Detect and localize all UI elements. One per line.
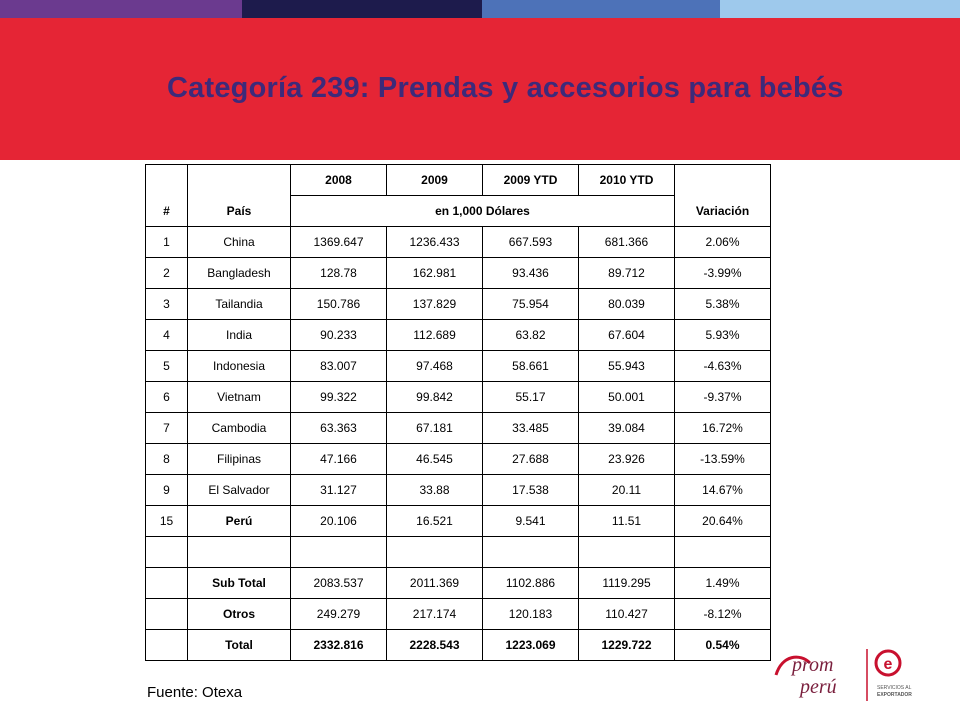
row-y2008: 128.78: [291, 258, 387, 289]
empty-cell: [291, 537, 387, 568]
table-row: [146, 382, 771, 413]
row-country: Tailandia: [188, 289, 291, 320]
header-country: País: [188, 165, 291, 227]
header-variation: Variación: [675, 165, 771, 227]
row-ytd2009: 75.954: [483, 289, 579, 320]
logo-name-top: prom: [792, 654, 834, 676]
row-country: India: [188, 320, 291, 351]
row-var: 0.54%: [675, 630, 771, 661]
row-y2009: 217.174: [387, 599, 483, 630]
logo-mark: e: [883, 656, 893, 673]
table-row: [146, 475, 771, 506]
empty-cell: [483, 537, 579, 568]
top-bar-segment: [242, 0, 482, 18]
table-body: [146, 227, 771, 661]
row-rank: 4: [146, 320, 188, 351]
row-country: China: [188, 227, 291, 258]
table-row: [146, 289, 771, 320]
row-var: 16.72%: [675, 413, 771, 444]
row-y2008: 2332.816: [291, 630, 387, 661]
row-rank: 6: [146, 382, 188, 413]
empty-cell: [675, 537, 771, 568]
source-note: Fuente: Otexa: [147, 684, 243, 701]
row-y2009: 162.981: [387, 258, 483, 289]
top-bar-segment: [482, 0, 720, 18]
header-2010-ytd: 2010 YTD: [579, 165, 675, 196]
row-ytd2010: 23.926: [579, 444, 675, 475]
empty-cell: [579, 537, 675, 568]
row-y2009: 67.181: [387, 413, 483, 444]
row-ytd2010: 20.11: [579, 475, 675, 506]
row-ytd2009: 120.183: [483, 599, 579, 630]
row-y2008: 20.106: [291, 506, 387, 537]
row-ytd2009: 58.661: [483, 351, 579, 382]
row-var: 14.67%: [675, 475, 771, 506]
row-y2008: 150.786: [291, 289, 387, 320]
row-ytd2010: 110.427: [579, 599, 675, 630]
row-ytd2010: 681.366: [579, 227, 675, 258]
row-ytd2010: 11.51: [579, 506, 675, 537]
row-ytd2009: 17.538: [483, 475, 579, 506]
row-ytd2010: 80.039: [579, 289, 675, 320]
row-var: 2.06%: [675, 227, 771, 258]
row-ytd2010: 67.604: [579, 320, 675, 351]
row-var: 5.93%: [675, 320, 771, 351]
top-bar-segment: [720, 0, 960, 18]
row-country: Cambodia: [188, 413, 291, 444]
table-row: [146, 258, 771, 289]
row-y2008: 83.007: [291, 351, 387, 382]
table-row: [146, 351, 771, 382]
row-y2008: 99.322: [291, 382, 387, 413]
empty-cell: [146, 568, 188, 599]
row-rank: 3: [146, 289, 188, 320]
empty-cell: [146, 599, 188, 630]
row-rank: 2: [146, 258, 188, 289]
empty-cell: [146, 630, 188, 661]
table-row-others: [146, 599, 771, 630]
row-country: Indonesia: [188, 351, 291, 382]
logo-name-bottom: perú: [800, 676, 837, 698]
row-y2008: 1369.647: [291, 227, 387, 258]
row-ytd2009: 93.436: [483, 258, 579, 289]
row-ytd2009: 9.541: [483, 506, 579, 537]
empty-cell: [188, 537, 291, 568]
row-ytd2009: 33.485: [483, 413, 579, 444]
row-ytd2009: 667.593: [483, 227, 579, 258]
row-ytd2010: 89.712: [579, 258, 675, 289]
row-country: Bangladesh: [188, 258, 291, 289]
row-country: Filipinas: [188, 444, 291, 475]
row-y2009: 46.545: [387, 444, 483, 475]
table-row: [146, 506, 771, 537]
row-ytd2010: 50.001: [579, 382, 675, 413]
table-row: [146, 227, 771, 258]
row-label: Sub Total: [188, 568, 291, 599]
row-label: Otros: [188, 599, 291, 630]
header-2009-ytd: 2009 YTD: [483, 165, 579, 196]
row-ytd2010: 55.943: [579, 351, 675, 382]
row-var: -4.63%: [675, 351, 771, 382]
logo-tagline-2: EXPORTADOR: [877, 692, 912, 698]
row-y2009: 16.521: [387, 506, 483, 537]
row-ytd2009: 1223.069: [483, 630, 579, 661]
empty-cell: [387, 537, 483, 568]
table-row-empty: [146, 537, 771, 568]
row-y2008: 249.279: [291, 599, 387, 630]
table-row: [146, 444, 771, 475]
row-ytd2010: 39.084: [579, 413, 675, 444]
top-color-bar: [0, 0, 960, 18]
row-ytd2009: 1102.886: [483, 568, 579, 599]
row-y2009: 1236.433: [387, 227, 483, 258]
header-2009: 2009: [387, 165, 483, 196]
row-y2009: 2011.369: [387, 568, 483, 599]
promperu-logo-graphic: [770, 645, 940, 705]
row-var: 1.49%: [675, 568, 771, 599]
promperu-logo: [770, 645, 940, 705]
table-row: [146, 320, 771, 351]
row-var: -8.12%: [675, 599, 771, 630]
row-y2009: 97.468: [387, 351, 483, 382]
row-rank: 8: [146, 444, 188, 475]
row-y2009: 137.829: [387, 289, 483, 320]
row-rank: 15: [146, 506, 188, 537]
slide-title: Categoría 239: Prendas y accesorios para bebés: [167, 72, 844, 104]
row-var: -9.37%: [675, 382, 771, 413]
row-y2009: 33.88: [387, 475, 483, 506]
row-var: -3.99%: [675, 258, 771, 289]
row-rank: 5: [146, 351, 188, 382]
row-country: El Salvador: [188, 475, 291, 506]
row-ytd2009: 55.17: [483, 382, 579, 413]
row-rank: 1: [146, 227, 188, 258]
row-y2008: 90.233: [291, 320, 387, 351]
table-row-subtotal: [146, 568, 771, 599]
table-row-total: [146, 630, 771, 661]
empty-cell: [146, 537, 188, 568]
row-country: Vietnam: [188, 382, 291, 413]
row-var: -13.59%: [675, 444, 771, 475]
row-ytd2009: 63.82: [483, 320, 579, 351]
row-y2008: 31.127: [291, 475, 387, 506]
row-var: 20.64%: [675, 506, 771, 537]
top-bar-segment: [0, 0, 242, 18]
row-ytd2009: 27.688: [483, 444, 579, 475]
row-y2008: 47.166: [291, 444, 387, 475]
row-rank: 7: [146, 413, 188, 444]
row-rank: 9: [146, 475, 188, 506]
row-label: Total: [188, 630, 291, 661]
logo-tagline-1: SERVICIOS AL: [877, 685, 912, 691]
row-y2009: 99.842: [387, 382, 483, 413]
row-y2008: 63.363: [291, 413, 387, 444]
row-ytd2010: 1229.722: [579, 630, 675, 661]
header-2008: 2008: [291, 165, 387, 196]
header-num: #: [146, 165, 188, 227]
header-units: en 1,000 Dólares: [291, 196, 675, 227]
row-y2009: 112.689: [387, 320, 483, 351]
imports-table: [145, 164, 771, 661]
row-ytd2010: 1119.295: [579, 568, 675, 599]
row-y2009: 2228.543: [387, 630, 483, 661]
row-var: 5.38%: [675, 289, 771, 320]
row-y2008: 2083.537: [291, 568, 387, 599]
row-country: Perú: [188, 506, 291, 537]
table-row: [146, 413, 771, 444]
